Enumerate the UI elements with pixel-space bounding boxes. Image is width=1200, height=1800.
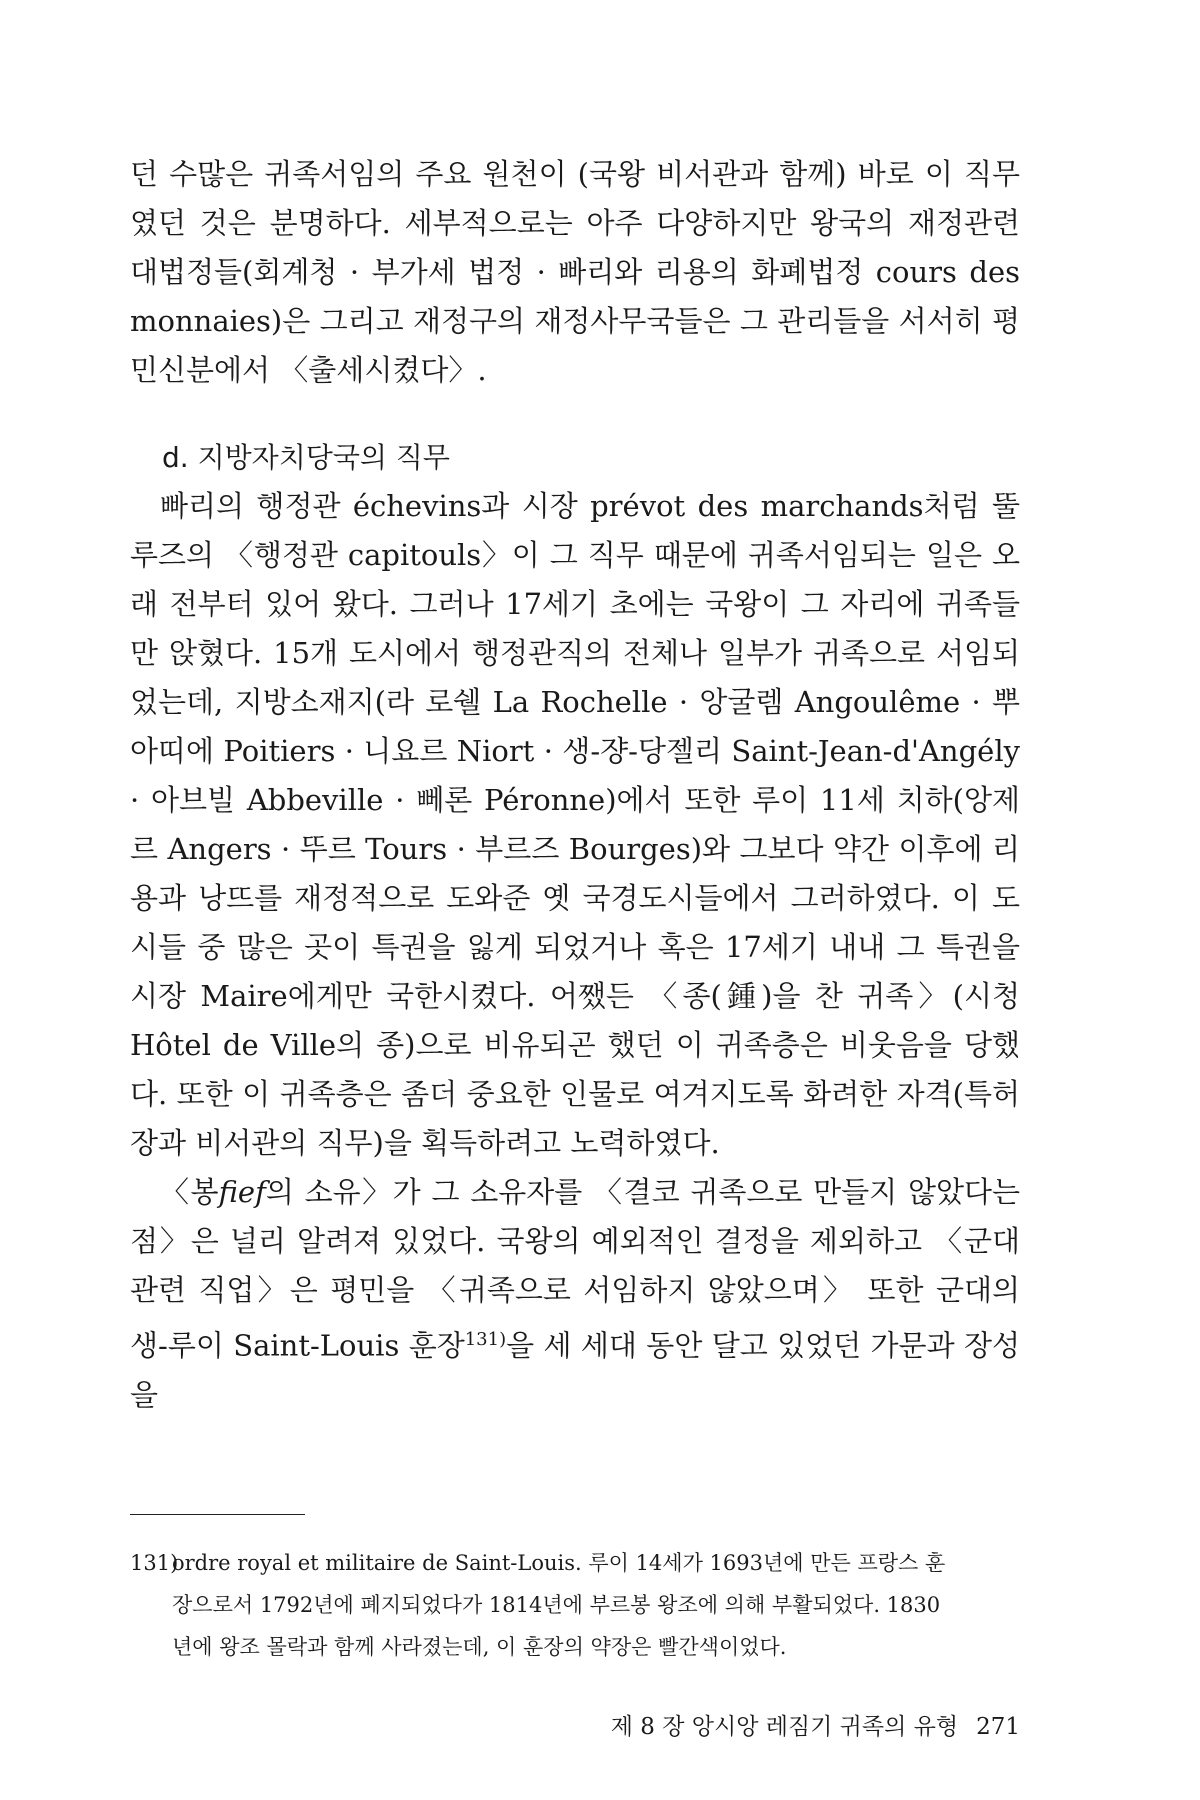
page-footer	[611, 1712, 1020, 1742]
text-segment: 의 소유〉가 그 소유자를 〈결코 귀족으로 만들지 않았다는 점〉은 널리 알려져 있었다. 국왕의 예외적인 결정을 제외하고 〈군대 관련 직업〉은 평민을 〈귀족으로 서임하지 않았으며〉 또한 군대의 생-루이 Saint-Louis 훈장	[130, 1175, 1021, 1363]
footnote-line: 131)ordre royal et militaire de Saint-Louis. 루이 14세가 1693년에 만든 프랑스 훈	[130, 1542, 1020, 1584]
running-footer-chapter: 제 8 장 앙시앙 레짐기 귀족의 유형	[610, 1714, 959, 1740]
text-segment: 〈봉	[160, 1175, 219, 1209]
footnote-line: 년에 왕조 몰락과 함께 사라졌는데, 이 훈장의 약장은 빨간색이었다.	[172, 1635, 787, 1659]
text-segment: 을 세 세대 동안 달고 있었던 가문과 장성을	[130, 1328, 1020, 1412]
page-number: 271	[976, 1714, 1020, 1740]
section-heading: d. 지방자치당국의 직무	[162, 441, 450, 474]
footnote-reference[interactable]: 131)	[464, 1329, 507, 1350]
footnote-line: 장으로서 1792년에 폐지되었다가 1814년에 부르봉 왕조에 의해 부활되었다. 1830	[172, 1593, 941, 1617]
page-body	[130, 150, 1020, 1420]
paragraph-municipal-offices: 빠리의 행정관 échevins과 시장 prévot des marchands처럼 뚤루즈의 〈행정관 capitouls〉이 그 직무 때문에 귀족서임되는 일은 오래 전부터 있어 왔다. 그러나 17세기 초에는 국왕이 그 자리에 귀족들만 앉혔다. 15개 도시에서 행정관직의 전체나 일부가 귀족으로 서임되었는데, 지방소재지(라 로쉘 La Rochelle · 앙굴렘 Angoulême · 뿌아띠에 Poitiers · 니요르 Niort · 생-쟝-당젤리 Saint-Jean-d'Angély · 아브빌 Abbeville · 뻬론 Péronne)에서 또한 루이 11세 치하(앙제르 Angers · 뚜르 Tours · 부르즈 Bourges)와 그보다 약간 이후에 리용과 낭뜨를 재정적으로 도와준 옛 국경도시들에서 그러하였다. 이 도시들 중 많은 곳이 특권을 잃게 되었거나 혹은 17세기 내내 그 특권을 시장 Maire에게만 국한시켰다. 어쨌든 〈종(鍾)을 찬 귀족〉(시청 Hôtel de Ville의 종)으로 비유되곤 했던 이 귀족층은 비웃음을 당했다. 또한 이 귀족층은 좀더 중요한 인물로 여겨지도록 화려한 자격(특허장과 비서관의 직무)을 획득하려고 노력하였다.	[130, 489, 1020, 1160]
footnote	[130, 1542, 1020, 1668]
footnote-divider	[130, 1514, 305, 1515]
paragraph-continued: 던 수많은 귀족서임의 주요 원천이 (국왕 비서관과 함께) 바로 이 직무였던 것은 분명하다. 세부적으로는 아주 다양하지만 왕국의 재정관련 대법정들(회계청 · 부가세 법정 · 빠리와 리용의 화폐법정 cours des monnaies)은 그리고 재정구의 재정사무국들은 그 관리들을 서서히 평민신분에서 〈출세시켰다〉.	[130, 157, 1020, 387]
footnote-number: 131)	[130, 1551, 179, 1575]
paragraph-fief	[130, 1168, 1020, 1420]
italic-term: fief	[218, 1175, 266, 1209]
